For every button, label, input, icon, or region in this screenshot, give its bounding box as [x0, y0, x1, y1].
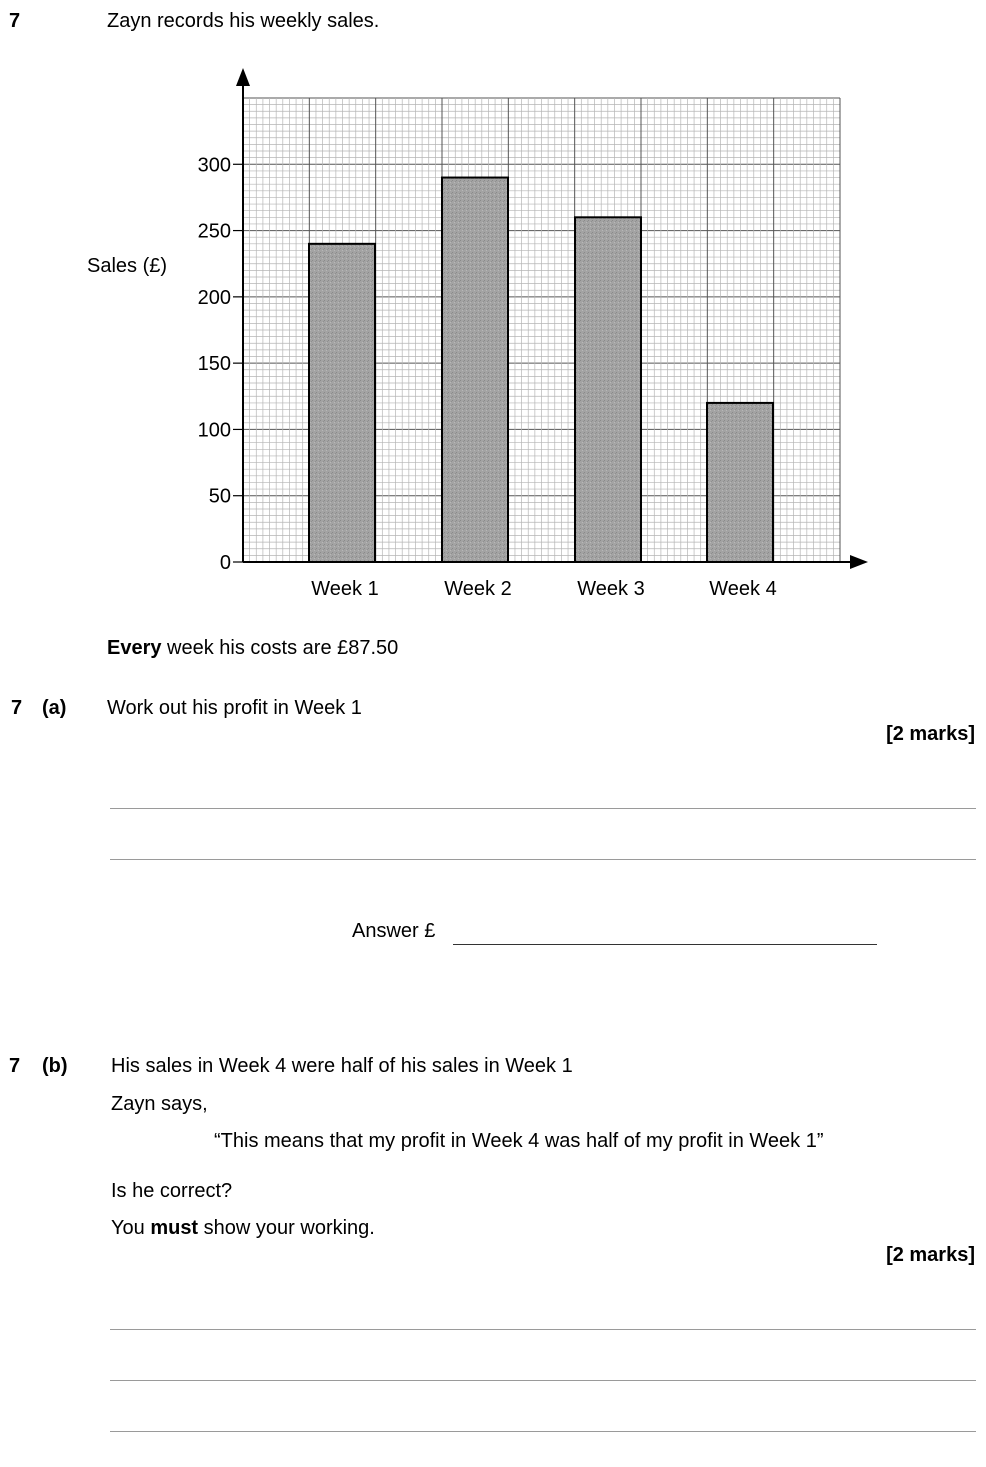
part-b-line1: His sales in Week 4 were half of his sales in Week 1 — [111, 1055, 573, 1077]
bar-week-1 — [309, 244, 375, 562]
y-tick-label: 100 — [197, 419, 231, 442]
part-b-number: 7 — [9, 1055, 21, 1077]
bar-week-2 — [442, 178, 508, 562]
part-a-marks: [2 marks] — [886, 723, 975, 745]
y-axis-label: Sales (£) — [87, 255, 168, 277]
working-line[interactable] — [110, 1329, 976, 1330]
x-tick-label: Week 3 — [577, 578, 645, 600]
sales-bar-chart — [0, 60, 986, 620]
part-b-quote: “This means that my profit in Week 4 was half of my profit in Week 1” — [214, 1130, 824, 1152]
question-intro: Zayn records his weekly sales. — [107, 10, 380, 32]
x-axis-arrow — [850, 555, 868, 569]
part-b-line2: Zayn says, — [111, 1093, 208, 1115]
x-tick-label: Week 2 — [444, 578, 512, 600]
y-tick-label: 150 — [197, 353, 231, 376]
x-tick-label: Week 4 — [709, 578, 777, 600]
costs-emphasis: Every — [107, 637, 162, 659]
part-b-marks: [2 marks] — [886, 1244, 975, 1266]
part-a-number: 7 — [11, 697, 23, 719]
part-b-line3: Is he correct? — [111, 1180, 233, 1202]
working-line[interactable] — [110, 808, 976, 809]
y-tick-label: 50 — [208, 485, 231, 508]
bar-week-3 — [575, 217, 641, 562]
answer-label: Answer £ — [352, 920, 436, 942]
answer-field[interactable] — [453, 944, 877, 945]
part-a-label: (a) — [42, 697, 67, 719]
working-line[interactable] — [110, 1431, 976, 1432]
y-axis-arrow — [236, 68, 250, 86]
part-b-line4 — [111, 1217, 375, 1240]
working-line[interactable] — [110, 1380, 976, 1381]
costs-text: week his costs are £87.50 — [161, 637, 399, 659]
bar-week-4 — [707, 403, 773, 562]
part-a-question: Work out his profit in Week 1 — [107, 697, 362, 719]
question-number: 7 — [9, 10, 21, 32]
y-tick-label: 300 — [197, 154, 231, 177]
chart-labels — [87, 154, 777, 600]
part-b-label: (b) — [42, 1055, 68, 1077]
working-line[interactable] — [110, 859, 976, 860]
costs-statement — [107, 637, 398, 660]
y-tick-label: 200 — [197, 286, 231, 309]
y-tick-label: 0 — [219, 552, 231, 574]
part-b-line4-pre: You — [111, 1217, 151, 1239]
x-tick-label: Week 1 — [311, 578, 379, 600]
y-tick-label: 250 — [197, 220, 231, 243]
part-b-line4-post: show your working. — [198, 1217, 375, 1239]
part-b-line4-emphasis: must — [150, 1217, 199, 1239]
